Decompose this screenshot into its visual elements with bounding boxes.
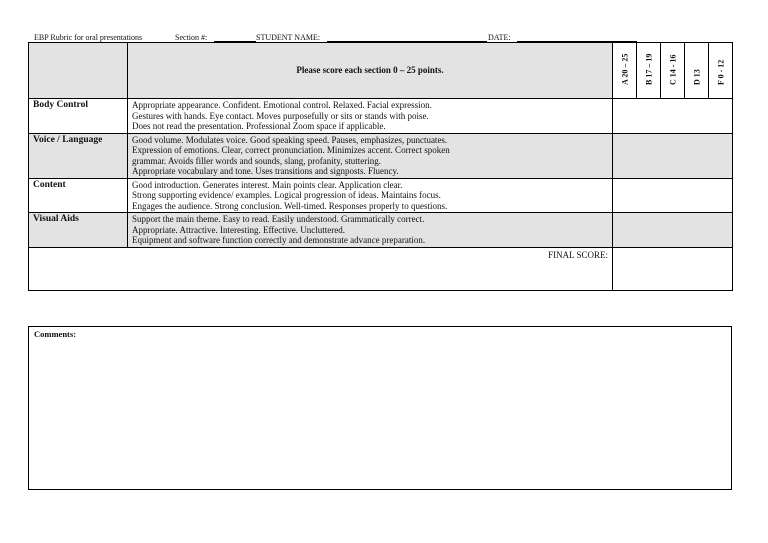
final-score-cell[interactable]: [613, 247, 733, 290]
comments-box[interactable]: [28, 326, 732, 490]
score-cell[interactable]: [613, 213, 733, 248]
score-cell[interactable]: [613, 178, 733, 213]
rubric-row-content: [29, 178, 733, 213]
final-score-label: FINAL SCORE:: [29, 247, 613, 290]
score-cell[interactable]: [613, 99, 733, 134]
criteria-description: Support the main theme. Easy to read. Easily understood. Grammatically correct. Appropriate. Attractive. Interesting. Effective. Uncluttered. Equipment and software function correctly and demonstrate advance preparation.: [128, 213, 613, 248]
header-blank-cell: [29, 43, 128, 99]
score-cell[interactable]: [613, 133, 733, 178]
category-label: Voice / Language: [29, 133, 128, 178]
comments-label: Comments:: [34, 329, 77, 339]
category-label: Content: [29, 178, 128, 213]
grade-column-a: A 20 – 25: [620, 53, 629, 85]
student-name-label: STUDENT NAME:: [256, 33, 321, 42]
rubric-title: EBP Rubric for oral presentations: [34, 33, 143, 42]
grade-column-d: D 13: [684, 43, 708, 98]
criteria-description: Good volume. Modulates voice. Good speaking speed. Pauses, emphasizes, punctuates. Expression of emotions. Clear, correct pronunciation. Minimizes accent. Correct spoken grammar. Avoids filler words and sounds, slang, profanity, stuttering. Appropriate vocabulary and tone. Uses transitions and signposts. Fluency.: [128, 133, 613, 178]
rubric-row-voice-language: [29, 133, 733, 178]
grade-column-f: F 0 - 12: [708, 43, 732, 98]
date-label: DATE:: [488, 33, 511, 42]
rubric-table: [28, 42, 733, 291]
grade-scale-header: [613, 43, 733, 99]
category-label: Body Control: [29, 99, 128, 134]
category-label: Visual Aids: [29, 213, 128, 248]
final-score-row: [29, 247, 733, 290]
grade-column-c: C 14 - 16: [660, 43, 684, 98]
criteria-description: Appropriate appearance. Confident. Emotional control. Relaxed. Facial expression. Gestures with hands. Eye contact. Moves purposefully or sits or stands with poise. Does not read the presentation. Professional Zoom space if applicable.: [128, 99, 613, 134]
rubric-row-visual-aids: [29, 213, 733, 248]
criteria-description: Good introduction. Generates interest. Main points clear. Application clear. Strong supporting evidence/ examples. Logical progression of ideas. Maintains focus. Engages the audience. Strong conclusion. Well-timed. Responses properly to questions.: [128, 178, 613, 213]
grade-column-b: B 17 – 19: [636, 43, 660, 98]
section-label: Section #:: [175, 33, 208, 42]
scoring-instructions: Please score each section 0 – 25 points.: [128, 43, 613, 99]
rubric-row-body-control: [29, 99, 733, 134]
